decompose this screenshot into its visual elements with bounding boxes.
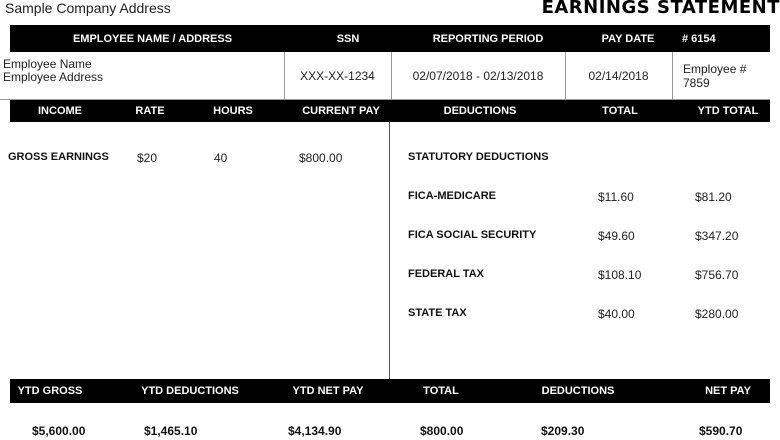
pay-date-header: PAY DATE [601, 32, 655, 45]
employee-name-address-header: EMPLOYEE NAME / ADDRESS [72, 32, 233, 45]
summary-total-header: TOTAL [423, 385, 459, 397]
total-header: TOTAL [602, 105, 638, 117]
employee-number-label: Employee # [683, 62, 747, 76]
ytd-deductions-value: $1,465.10 [144, 424, 198, 438]
reporting-period-header: REPORTING PERIOD [432, 32, 544, 45]
check-number-header: # 6154 [682, 32, 716, 45]
statutory-deductions-label: STATUTORY DEDUCTIONS [408, 151, 549, 163]
reporting-period-value: 02/07/2018 - 02/13/2018 [412, 69, 544, 83]
deduction-ytd: $280.00 [695, 307, 739, 321]
ytd-total-header: YTD TOTAL [697, 105, 759, 117]
company-address: Sample Company Address [5, 0, 171, 16]
summary-total-value: $800.00 [420, 424, 464, 438]
net-pay-value: $590.70 [699, 424, 743, 438]
ytd-net-pay-value: $4,134.90 [288, 424, 342, 438]
divider [284, 52, 285, 100]
summary-deductions-header: DEDUCTIONS [541, 385, 615, 397]
ytd-net-pay-header: YTD NET PAY [292, 385, 364, 397]
income-hours: 40 [214, 151, 228, 165]
employee-header-bar [10, 25, 770, 52]
income-header: INCOME [38, 105, 82, 117]
ssn-header: SSN [336, 32, 360, 45]
ssn-value: XXX-XX-1234 [300, 69, 375, 83]
divider [672, 52, 673, 100]
deduction-label: FICA SOCIAL SECURITY [408, 229, 537, 241]
deduction-ytd: $756.70 [695, 268, 739, 282]
ytd-gross-header: YTD GROSS [17, 385, 83, 397]
deduction-label: FEDERAL TAX [408, 268, 484, 280]
deduction-ytd: $81.20 [695, 190, 732, 204]
employee-info-row [0, 52, 770, 100]
divider [391, 52, 392, 100]
deduction-total: $40.00 [598, 307, 635, 321]
employee-address: Employee Address [3, 70, 104, 84]
statement-title: EARNINGS STATEMENT [541, 0, 780, 18]
pay-date-value: 02/14/2018 [588, 69, 649, 83]
income-label: GROSS EARNINGS [8, 151, 109, 163]
rate-header: RATE [135, 105, 165, 117]
ytd-gross-value: $5,600.00 [32, 424, 86, 438]
deductions-header: DEDUCTIONS [443, 105, 517, 117]
detail-header-bar [10, 100, 770, 122]
section-divider [389, 122, 390, 379]
summary-deductions-value: $209.30 [541, 424, 585, 438]
employee-name: Employee Name [3, 57, 92, 71]
current-pay-header: CURRENT PAY [302, 105, 380, 117]
deduction-label: STATE TAX [408, 307, 467, 319]
income-rate: $20 [137, 151, 158, 165]
summary-header-bar [10, 379, 770, 403]
income-current-pay: $800.00 [299, 151, 343, 165]
employee-number: 7859 [683, 76, 710, 90]
deduction-total: $108.10 [598, 268, 642, 282]
deduction-ytd: $347.20 [695, 229, 739, 243]
deduction-label: FICA-MEDICARE [408, 190, 496, 202]
divider [565, 52, 566, 100]
ytd-deductions-header: YTD DEDUCTIONS [141, 385, 239, 397]
deduction-total: $11.60 [598, 190, 634, 204]
hours-header: HOURS [213, 105, 253, 117]
net-pay-header: NET PAY [705, 385, 751, 397]
deduction-total: $49.60 [598, 229, 635, 243]
